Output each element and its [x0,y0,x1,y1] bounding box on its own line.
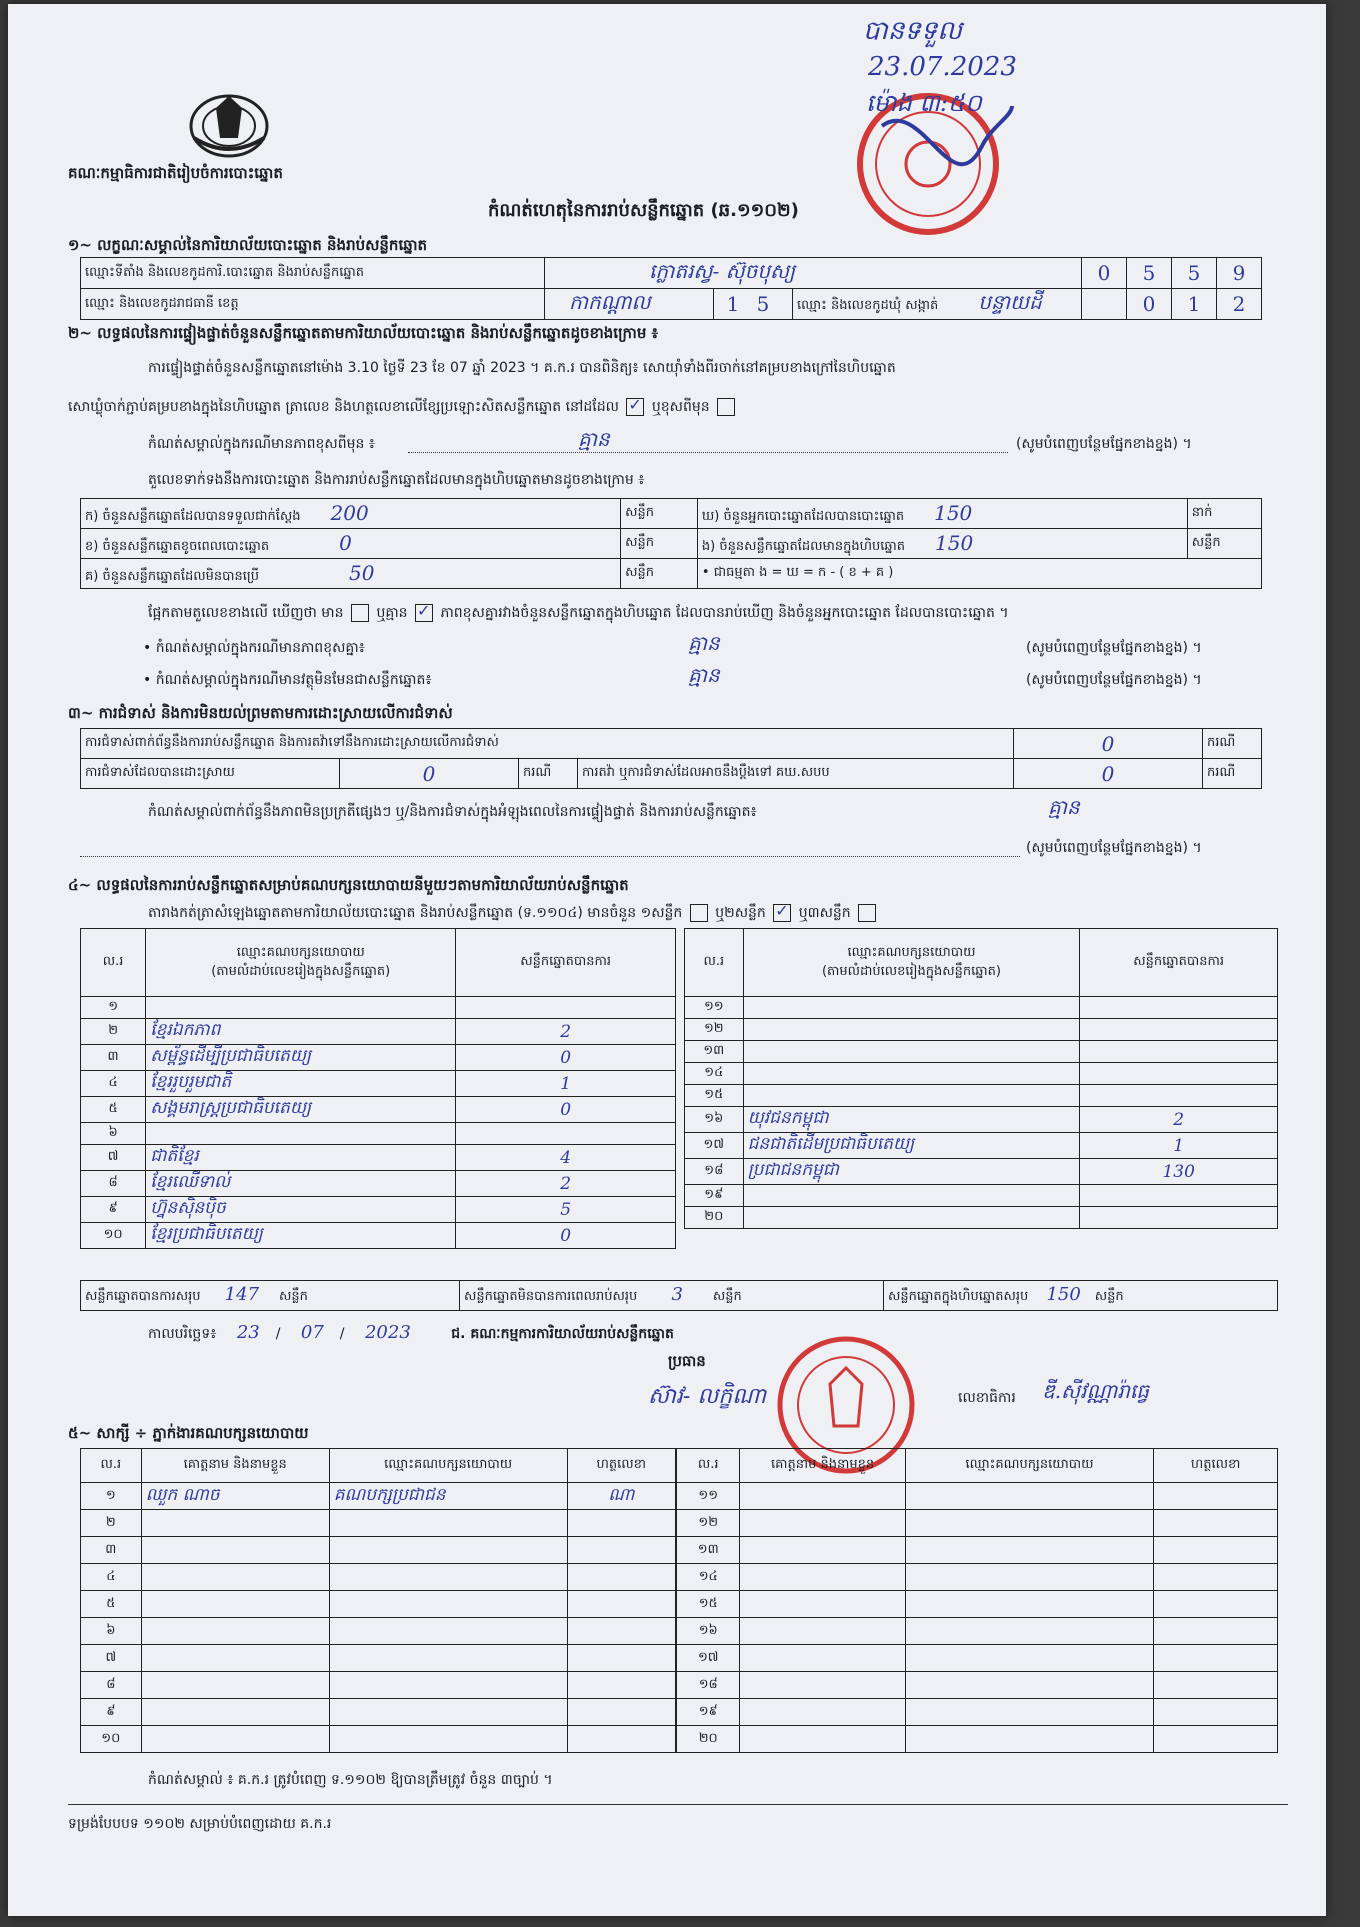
changed-checkbox[interactable] [717,398,735,416]
secretary-label: លេខាធិការ [958,1390,1016,1406]
fill-hint: (សូមបំពេញបន្ថែមផ្នែកខាងខ្នង) ។ [1026,672,1202,688]
vote-count [456,1123,676,1145]
row-no: ១៦ [677,1618,740,1645]
compare-a: ផ្អែកតាមតួលេខខាងលើ ឃើញថា មាន [148,605,344,621]
party-name [146,997,456,1019]
table-row [81,1171,676,1197]
row-no: ៩ [81,1197,146,1223]
received-label: បានទទួល [863,16,963,46]
complaint-total-label: ការជំទាស់ពាក់ព័ន្ធនឹងការរាប់សន្លឹកឆ្នោត និងការតវ៉ាទៅនឹងការដោះស្រាយលើការជំទាស់ [81,729,1014,759]
results-table-left [80,928,676,1249]
results-table-right [684,928,1278,1229]
row-no: ៣ [81,1537,142,1564]
figure-b-label: ខ) ចំនួនសន្លឹកឆ្នោតខូចពេលបោះឆ្នោត [85,538,270,554]
table-row [81,1123,676,1145]
figures-table [80,498,1262,589]
province-code-digit: 5 [756,292,770,316]
row-no: ១៨ [677,1672,740,1699]
vote-count [456,997,676,1019]
table-row [685,1159,1278,1185]
party-name [743,1041,1080,1063]
note-3-label: • កំណត់សម្គាល់ក្នុងករណីមានវត្ថុមិនមែនជាសន្លឹកឆ្នោត៖ [143,672,432,688]
party-name [743,1207,1080,1229]
witness-signature: ណា [567,1483,675,1510]
verification-line-2b: ឬខុសពីមុន [651,399,710,415]
row-no: ២ [81,1019,146,1045]
form-footer: ទម្រង់បែបបទ ១១០២ សម្រាប់បំពេញដោយ គ.ក.រ [68,1816,332,1832]
total-box-unit: សន្លឹក [1094,1289,1124,1304]
figure-e-unit: សន្លឹក [1187,529,1261,559]
date-label: កាលបរិច្ឆេទ៖ [148,1326,217,1342]
difference-yes-checkbox[interactable] [351,604,369,622]
row-no: ១៤ [685,1063,744,1085]
note-3-value: គ្មាន [688,663,720,687]
vote-count: 0 [456,1045,676,1071]
table-row [81,1071,676,1097]
row-no: ១៦ [685,1107,744,1133]
vote-count [1080,997,1278,1019]
commune-code-digit: 0 [1142,292,1156,316]
total-invalid-unit: សន្លឹក [712,1289,742,1304]
section-3-heading: ៣~ ការជំទាស់ និងការមិនយល់ព្រមតាមការដោះស្រាយលើការជំទាស់ [68,704,453,722]
note-2-value: គ្មាន [688,631,720,655]
vote-count: 5 [456,1197,676,1223]
row-no: ១១ [685,997,744,1019]
row-no: ៤ [81,1071,146,1097]
row-no: ៨ [81,1672,142,1699]
form-title: កំណត់ហេតុនៃការរាប់សន្លឹកឆ្នោត (ឆ.១១០២) [488,200,799,221]
section-3-note-value: គ្មាន [1048,795,1080,819]
row-no: ៩ [81,1699,142,1726]
date-month: 07 [300,1322,324,1343]
three-sheets-checkbox[interactable] [858,904,876,922]
footer-divider [68,1804,1288,1805]
total-box-value: 150 [1046,1284,1081,1305]
figure-b-value: 0 [339,530,352,555]
vote-count: 4 [456,1145,676,1171]
table-row [677,1672,1278,1699]
row-no: ៦ [81,1618,142,1645]
figure-c-label: គ) ចំនួនសន្លឹកឆ្នោតដែលមិនបានប្រើ [85,568,259,584]
table-row [677,1591,1278,1618]
vote-count [1080,1019,1278,1041]
unchanged-checkbox[interactable] [626,398,644,416]
row-no: ៤ [81,1564,142,1591]
appeal-value: 0 [1101,761,1115,786]
table-row [685,1107,1278,1133]
row-no: ៣ [81,1045,146,1071]
fill-hint: (សូមបំពេញបន្ថែមផ្នែកខាងខ្នង) ។ [1016,436,1192,452]
figure-b-unit: សន្លឹក [621,529,698,559]
party-name: ខ្មែររួបរួមជាតិ [146,1071,456,1097]
row-no: ១៨ [685,1159,744,1185]
one-sheet-checkbox[interactable] [690,904,708,922]
row-no: ៧ [81,1645,142,1672]
location-label: ឈ្មោះទីតាំង និងលេខកូដការិ.បោះឆ្នោត និងរាប់សន្លឹកឆ្នោត [81,258,545,289]
party-name [146,1123,456,1145]
complaint-total-value: 0 [1101,731,1115,756]
resolved-label: ការជំទាស់ដែលបានដោះស្រាយ [81,759,340,789]
location-code-digit: 9 [1232,261,1246,285]
table-row [677,1564,1278,1591]
note-1-value: គ្មាន [578,427,610,451]
figure-e-label: ង) ចំនួនសន្លឹកឆ្នោតដែលមានក្នុងហិបឆ្នោត [701,538,906,554]
complaints-table [80,728,1262,789]
figure-c-value: 50 [349,560,375,585]
section-5-heading: ៥~ សាក្សី ÷ ភ្នាក់ងារគណបក្សនយោបាយ [68,1424,309,1442]
figure-a-unit: សន្លឹក [621,499,698,529]
vote-count [1080,1207,1278,1229]
vote-count: 1 [456,1071,676,1097]
vote-count [1080,1041,1278,1063]
party-name: សង្គមរាស្ត្រប្រជាធិបតេយ្យ [146,1097,456,1123]
vote-count [1080,1185,1278,1207]
location-code-digit: 5 [1142,261,1156,285]
compare-line [148,604,1009,622]
row-no: ១៩ [685,1185,744,1207]
totals-table [80,1280,1278,1311]
table-row [677,1483,1278,1510]
col-no: ល.រ [81,1449,142,1483]
resolved-value: 0 [422,761,436,786]
table-row [81,1726,676,1753]
row-no: ១៧ [677,1645,740,1672]
commune-code-digit: 2 [1232,292,1246,316]
nec-emblem-logo [186,88,272,158]
section-1-table [80,257,1262,320]
table-row [81,1537,676,1564]
location-code-digit: 0 [1097,261,1111,285]
difference-no-checkbox[interactable] [415,604,433,622]
table-row [685,1041,1278,1063]
vote-count: 0 [456,1223,676,1249]
table-row [81,1699,676,1726]
table-row [81,1618,676,1645]
total-valid-label: សន្លឹកឆ្នោតបានការសរុប [85,1289,201,1304]
total-invalid-value: 3 [671,1284,683,1305]
table-row [677,1510,1278,1537]
total-invalid-label: សន្លឹកឆ្នោតមិនបានការពេលរាប់សរុប [464,1289,638,1304]
note-1-line [408,452,1008,453]
vote-count: 2 [456,1019,676,1045]
row-no: ១១ [677,1483,740,1510]
row-no: ១ [81,997,146,1019]
party-name: ហ្វ៊ុនស៊ិនប៉ិច [146,1197,456,1223]
province-label: ឈ្មោះ និងលេខកូដរាជធានី ខេត្ត [81,289,545,320]
commune-value: បន្ទាយដី [978,290,1042,314]
table-row [81,1591,676,1618]
total-box-label: សន្លឹកឆ្នោតក្នុងហិបឆ្នោតសរុប [888,1289,1029,1304]
col-name: គោត្តនាម និងនាមខ្លួន [141,1449,329,1483]
table-row [685,1185,1278,1207]
table-row [81,1145,676,1171]
figure-e-value: 150 [935,530,974,555]
table-row [685,1085,1278,1107]
row-no: ១២ [677,1510,740,1537]
section-2-heading: ២~ លទ្ធផលនៃការផ្ទៀងផ្ទាត់ចំនួនសន្លឹកឆ្នោតតាមការិយាល័យបោះឆ្នោត និងរាប់សន្លឹកឆ្នោតដូចខាងក្រោម ៖ [68,324,659,342]
compare-b: ឬគ្មាន [376,605,408,621]
row-no: ៨ [81,1171,146,1197]
col-votes: សន្លឹកឆ្នោតបានការ [1080,929,1278,997]
table-row [685,1207,1278,1229]
province-value: កាកណ្តាល [569,290,651,314]
commune-code-digit: 1 [1187,292,1201,316]
table-row [677,1645,1278,1672]
row-no: ៦ [81,1123,146,1145]
appeal-unit: ករណី [1203,759,1262,789]
row-no: ១៣ [685,1041,744,1063]
form-page [8,4,1326,1916]
row-no: ២០ [685,1207,744,1229]
figure-formula: • ជាធម្មតា ង = ឃ = ក - ( ខ + គ ) [697,559,1261,589]
figure-d-label: ឃ) ចំនួនអ្នកបោះឆ្នោតដែលបានបោះឆ្នោត [701,508,905,524]
table-row [81,1645,676,1672]
row-no: ៧ [81,1145,146,1171]
party-name: ជនជាតិដើមប្រជាធិបតេយ្យ [743,1133,1080,1159]
col-no: ល.រ [677,1449,740,1483]
table-row [81,1564,676,1591]
col-party: ឈ្មោះគណបក្សនយោបាយ [236,944,365,960]
table-row [81,1672,676,1699]
total-valid-unit: សន្លឹក [279,1289,308,1304]
row-no: ១៩ [677,1699,740,1726]
section-4-heading: ៤~ លទ្ធផលនៃការរាប់សន្លឹកឆ្នោតសម្រាប់គណបក្សនយោបាយនីមួយៗតាមការិយាល័យរាប់សន្លឹកឆ្នោត [68,876,629,894]
table-row [677,1726,1278,1753]
chair-signature: ស៊ាវ- លក្ខិណា [648,1384,767,1409]
province-code-digit: 1 [726,292,740,316]
party-name [743,1063,1080,1085]
vote-count: 1 [1080,1133,1278,1159]
vote-count: 130 [1080,1159,1278,1185]
col-party: ឈ្មោះគណបក្សនយោបាយ [329,1449,567,1483]
table-row [677,1537,1278,1564]
vote-count [1080,1085,1278,1107]
row-no: ១០ [81,1223,146,1249]
tally-c: ឬ៣សន្លឹក [798,905,851,921]
date-line: កាលបរិច្ឆេទ៖ 23 / 07 / 2023 ជ. គណៈកម្មការការិយាល័យរាប់សន្លឹកឆ្នោត [148,1322,674,1343]
commune-label: ឈ្មោះ និងលេខកូដឃុំ សង្កាត់ [797,298,939,313]
row-no: ១០ [81,1726,142,1753]
witness-party: គណបក្សប្រជាជន [329,1483,567,1510]
row-no: ២ [81,1510,142,1537]
col-party-sub: (តាមលំដាប់លេខរៀងក្នុងសន្លឹកឆ្នោត) [211,963,391,979]
party-name: ខ្មែរឈើទាល់ [146,1171,456,1197]
complaint-unit: ករណី [1203,729,1262,759]
table-row [677,1618,1278,1645]
table-row [685,1063,1278,1085]
table-row [677,1699,1278,1726]
section-1-heading: ១~ លក្ខណៈសម្គាល់នៃការិយាល័យបោះឆ្នោត និងរាប់សន្លឹកឆ្នោត [68,236,428,254]
table-row [81,1483,676,1510]
table-row [81,1197,676,1223]
row-no: ២០ [677,1726,740,1753]
total-valid-value: 147 [224,1284,260,1305]
party-name [743,1085,1080,1107]
col-no: ល.រ [81,929,146,997]
col-sign: ហត្ថលេខា [1154,1449,1278,1483]
fill-hint: (សូមបំពេញបន្ថែមផ្នែកខាងខ្នង) ។ [1026,840,1202,856]
tally-b: ឬ២សន្លឹក [715,905,766,921]
table-row [81,1097,676,1123]
verification-line-2 [68,398,738,416]
col-no: ល.រ [685,929,744,997]
results-area [80,928,1278,1316]
party-name [743,1185,1080,1207]
two-sheets-checkbox[interactable] [773,904,791,922]
row-no: ១៥ [685,1085,744,1107]
secretary-signature: ឌី.ស៊ីវណ្ណារ៉ាធ្វេ [1042,1379,1149,1403]
received-time: ម៉ោង ៣:៥០ [866,89,982,117]
col-votes: សន្លឹកឆ្នោតបានការ [456,929,676,997]
figure-d-unit: នាក់ [1187,499,1261,529]
witness-table-left [80,1448,676,1753]
table-row [685,997,1278,1019]
col-name: គោត្តនាម និងនាមខ្លួន [740,1449,905,1483]
table-row [81,1019,676,1045]
location-value: ក្លោតរស្វ- ស៊ុចបុស្យ [649,259,796,283]
note-2-label: • កំណត់សម្គាល់ក្នុងករណីមានភាពខុសគ្នា៖ [143,640,365,656]
table-row [81,997,676,1019]
verification-line-1: ការផ្ទៀងផ្ទាត់ចំនួនសន្លឹកឆ្នោតនៅម៉ោង 3.10 ថ្ងៃទី 23 ខែ 07 ឆ្នាំ 2023 ។ គ.ក.រ បានពិនិត្យ៖ សោយ៉ាំទាំងពីរចាក់នៅគម្របខាងក្រៅនៃហិបឆ្នោត [148,360,896,376]
row-no: ១៥ [677,1591,740,1618]
witness-name: ឈួក ណាច [141,1483,329,1510]
date-year: 2023 [364,1322,411,1343]
witness-area [80,1448,1278,1760]
figure-a-label: ក) ចំនួនសន្លឹកឆ្នោតដែលបានទទួលជាក់ស្តែង [85,508,301,524]
chair-label: ប្រធាន [668,1352,706,1370]
vote-count [1080,1063,1278,1085]
col-party-sub: (តាមលំដាប់លេខរៀងក្នុងសន្លឹកឆ្នោត) [821,963,1001,979]
tally-a: តារាងកត់ត្រាសំឡេងឆ្នោតតាមការិយាល័យបោះឆ្នោត និងរាប់សន្លឹកឆ្នោត (ទ.១១០៤) មានចំនួន ១សន្លឹក [148,905,683,921]
party-name: ជាតិខ្មែរ [146,1145,456,1171]
figure-c-unit: សន្លឹក [621,559,698,589]
table-row [81,1510,676,1537]
party-name: ប្រជាជនកម្ពុជា [743,1159,1080,1185]
section-3-note: កំណត់សម្គាល់ពាក់ព័ន្ធនឹងភាពមិនប្រក្រតីផ្សេងៗ ឬ/និងការជំទាស់ក្នុងអំឡុងពេលនៃការផ្ទៀងផ្ទាត់ និងការរាប់សន្លឹកឆ្នោត៖ [148,804,757,820]
org-name: គណៈកម្មាធិការជាតិរៀបចំការបោះឆ្នោត [68,164,283,182]
tally-sheet-line [148,904,879,922]
section-3-note-line [80,856,1020,857]
party-name [743,1019,1080,1041]
table-row [81,1045,676,1071]
date-day: 23 [236,1322,260,1343]
row-no: ១២ [685,1019,744,1041]
col-party: ឈ្មោះគណបក្សនយោបាយ [905,1449,1154,1483]
verification-line-2a: សោឃ្លុំចាក់ភ្ជាប់គម្របខាងក្នុងនៃហិបឆ្នោត ត្រាលេខ និងហត្ថលេខាលើខ្សែប្រឡោះសិតសន្លឹកឆ្នោត នៅដដែល [68,399,619,415]
table-row [685,1133,1278,1159]
witness-footnote: កំណត់សម្គាល់ ៖ គ.ក.រ ត្រូវបំពេញ ទ.១១០២ ឱ្យបានត្រឹមត្រូវ ចំនួន ៣ច្បាប់ ។ [148,1772,553,1788]
figure-d-value: 150 [934,500,973,525]
witness-table-right [676,1448,1278,1753]
resolved-unit: ករណី [519,759,578,789]
compare-c: ភាពខុសគ្នារវាងចំនួនសន្លឹកឆ្នោតក្នុងហិបឆ្នោត ដែលបានរាប់ឃើញ និងចំនួនអ្នកបោះឆ្នោត ដែលបានបោះឆ្នោត ។ [440,605,1009,621]
row-no: ១៣ [677,1537,740,1564]
col-party: ឈ្មោះគណបក្សនយោបាយ [847,944,976,960]
committee-label: ជ. គណៈកម្មការការិយាល័យរាប់សន្លឹកឆ្នោត [451,1326,674,1342]
note-1-label: កំណត់សម្គាល់ក្នុងករណីមានភាពខុសពីមុន ៖ [148,436,375,452]
table-row [685,1019,1278,1041]
row-no: ៥ [81,1097,146,1123]
party-name: ខ្មែរប្រជាធិបតេយ្យ [146,1223,456,1249]
received-date: 23.07.2023 [868,52,1017,82]
vote-count: 2 [456,1171,676,1197]
party-name: យុវជនកម្ពុជា [743,1107,1080,1133]
row-no: ១ [81,1483,142,1510]
table-row [81,1223,676,1249]
party-name: ខ្មែរឯកភាព [146,1019,456,1045]
row-no: ១៧ [685,1133,744,1159]
vote-count: 0 [456,1097,676,1123]
party-name: សម្ព័ន្ធដើម្បីប្រជាធិបតេយ្យ [146,1045,456,1071]
appeal-label: ការតវ៉ា ឬការជំទាស់ដែលអាចនឹងប្តឹងទៅ គឃ.សបប [578,759,1014,789]
vote-count: 2 [1080,1107,1278,1133]
location-code-digit: 5 [1187,261,1201,285]
figures-intro: តួលេខទាក់ទងនឹងការបោះឆ្នោត និងការរាប់សន្លឹកឆ្នោតដែលមានក្នុងហិបឆ្នោតមានដូចខាងក្រោម ៖ [148,472,645,488]
row-no: ១៤ [677,1564,740,1591]
col-sign: ហត្ថលេខា [567,1449,675,1483]
row-no: ៥ [81,1591,142,1618]
figure-a-value: 200 [330,500,369,525]
fill-hint: (សូមបំពេញបន្ថែមផ្នែកខាងខ្នង) ។ [1026,640,1202,656]
party-name [743,997,1080,1019]
